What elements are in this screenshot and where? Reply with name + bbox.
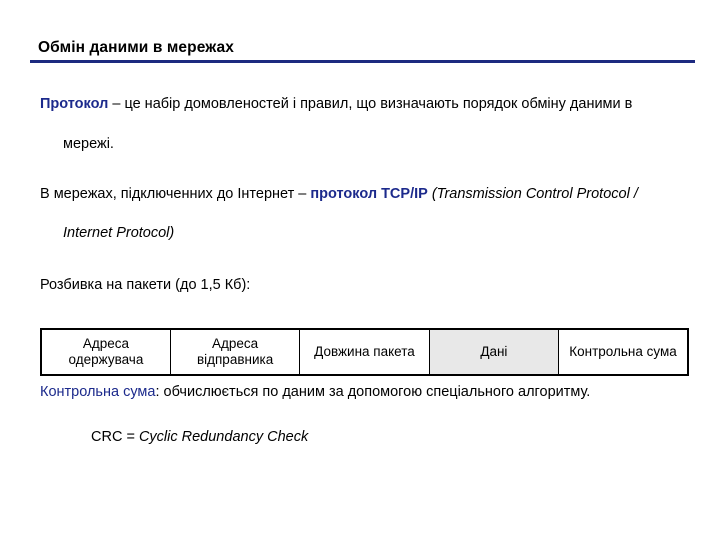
- checksum-term: Контрольна сума: [40, 384, 156, 400]
- packet-field-checksum: Контрольна сума: [559, 329, 688, 375]
- tcpip-expansion: (Transmission Control Protocol /: [427, 186, 638, 202]
- tcpip-term: протокол TCP/IP: [310, 186, 428, 202]
- protocol-definition-continuation: мережі.: [63, 136, 114, 152]
- packet-field-sender-address: Адреса відправника: [170, 329, 299, 375]
- crc-line: [91, 429, 308, 445]
- packet-field-length: Довжина пакета: [300, 329, 429, 375]
- packet-structure-table: [40, 328, 689, 376]
- protocol-definition-text: – це набір домовленостей і правил, що визначають порядок обміну даними в: [108, 96, 633, 112]
- checksum-sentence: [40, 384, 590, 400]
- packet-field-recipient-address: Адреса одержувача: [41, 329, 170, 375]
- tcpip-lead: В мережах, підключенних до Інтернет –: [40, 186, 311, 202]
- packet-split-text: Розбивка на пакети (до 1,5 Кб):: [40, 277, 251, 293]
- tcpip-sentence: [40, 186, 638, 202]
- crc-abbreviation: CRC =: [91, 429, 139, 445]
- packet-field-data: Дані: [429, 329, 558, 375]
- title-underline: [30, 60, 695, 63]
- table-row: [41, 329, 688, 375]
- protocol-term: Протокол: [40, 96, 109, 112]
- tcpip-expansion-continuation: Internet Protocol): [63, 225, 175, 241]
- protocol-definition: [40, 96, 632, 112]
- crc-expansion: Cyclic Redundancy Check: [138, 429, 309, 445]
- page-title: Обмін даними в мережах: [38, 39, 234, 56]
- checksum-text: : обчислюється по даним за допомогою спеціального алгоритму.: [155, 384, 591, 400]
